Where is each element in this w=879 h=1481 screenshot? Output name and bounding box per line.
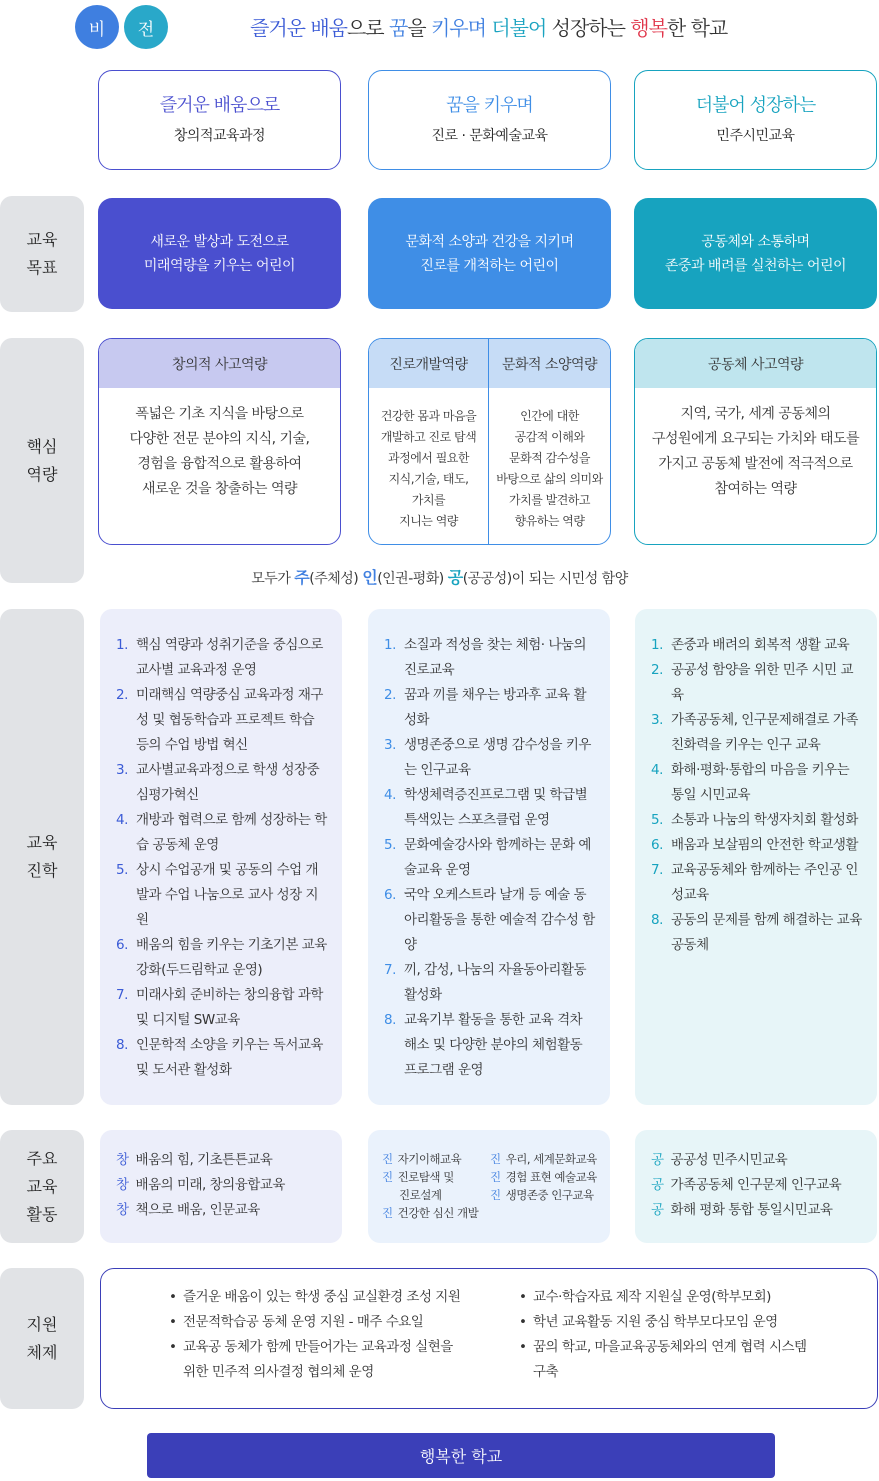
competency-career-culture bbox=[368, 338, 611, 545]
vision-badge-2: 전 bbox=[124, 5, 168, 49]
theme-career: 꿈을 키우며 진로 · 문화예술교육 bbox=[368, 70, 611, 170]
label-support-system: 지원 체제 bbox=[0, 1268, 84, 1409]
list-item: 진 경험 표현 예술교육 bbox=[490, 1170, 597, 1184]
list-item: 7. 교육공동체와 함께하는 주인공 인성교육 bbox=[651, 862, 858, 903]
philosophy-creative bbox=[100, 609, 342, 1105]
competency-head: 진로개발역량 bbox=[369, 339, 488, 388]
list-item: 1. 핵심 역량과 성취기준을 중심으로 교사별 교육과정 운영 bbox=[116, 637, 323, 678]
list-item: 8. 공동의 문제를 함께 해결하는 교육 공동체 bbox=[651, 912, 862, 953]
competency-body: 지역, 국가, 세계 공동체의 구성원에게 요구되는 가치와 태도를 가지고 공동체 발전에 적극적으로 참여하는 역량 bbox=[651, 406, 860, 497]
philosophy-career bbox=[368, 609, 610, 1105]
competency-head: 창의적 사고역량 bbox=[99, 339, 340, 388]
happy-school-banner: 행복한 학교 bbox=[147, 1433, 775, 1478]
competency-body: 폭넓은 기초 지식을 바탕으로 다양한 전문 분야의 지식, 기술, 경험을 융합적으로 활용하여 새로운 것을 창출하는 역량 bbox=[129, 406, 310, 497]
list-item: 3. 생명존중으로 생명 감수성을 키우는 인구교육 bbox=[384, 737, 591, 778]
list-item: 5. 문화예술강사와 함께하는 문화 예술교육 운영 bbox=[384, 837, 591, 878]
competency-community bbox=[634, 338, 877, 545]
philosophy-citizen bbox=[635, 609, 877, 1105]
label-education-goal: 교육 목표 bbox=[0, 196, 84, 312]
list-item: 공 공공성 민주시민교육 bbox=[651, 1152, 788, 1168]
theme-citizen: 더불어 성장하는 민주시민교육 bbox=[634, 70, 877, 170]
list-item: 7. 미래사회 준비하는 창의융합 과학 및 디지털 SW교육 bbox=[116, 987, 323, 1028]
list-item: 1. 존중과 배려의 회복적 생활 교육 bbox=[651, 637, 850, 653]
list-item: 1. 소질과 적성을 찾는 체험· 나눔의 진로교육 bbox=[384, 637, 586, 678]
list-item: 창 배움의 힘, 기초튼튼교육 bbox=[116, 1152, 273, 1168]
list-item: • 꿈의 학교, 마을교육공동체와의 연계 협력 시스템 구축 bbox=[519, 1339, 807, 1380]
list-item: 4. 학생체력증진프로그램 및 학급별 특색있는 스포츠클럽 운영 bbox=[384, 787, 588, 828]
list-item: • 전문적학습공 동체 운영 지원 - 매주 수요일 bbox=[169, 1314, 424, 1330]
list-item: 진 우리, 세계문화교육 bbox=[490, 1152, 597, 1166]
list-item: 진 생명존중 인구교육 bbox=[490, 1188, 594, 1202]
activities-creative bbox=[100, 1130, 342, 1243]
list-item: 5. 상시 수업공개 및 공동의 수업 개발과 수업 나눔으로 교사 성장 지원 bbox=[116, 862, 318, 928]
list-item: 6. 배움과 보살핌의 안전한 학교생활 bbox=[651, 837, 858, 853]
competency-body: 건강한 몸과 마음을 개발하고 진로 탐색 과정에서 필요한 지식,기술, 태도, 가치를 지니는 역량 bbox=[380, 409, 477, 528]
list-item: 진로설계 bbox=[399, 1188, 442, 1202]
list-item: 3. 가족공동체, 인구문제해결로 가족친화력을 키우는 인구 교육 bbox=[651, 712, 858, 753]
list-item: 2. 미래핵심 역량중심 교육과정 재구성 및 협동학습과 프로젝트 학습 등의 수업 방법 혁신 bbox=[116, 687, 323, 753]
label-core-competency: 핵심 역량 bbox=[0, 338, 84, 583]
goal-citizen: 공동체와 소통하며 존중과 배려를 실천하는 어린이 bbox=[634, 198, 877, 309]
list-item: • 학년 교육활동 지원 중심 학부모다모임 운영 bbox=[519, 1314, 778, 1330]
competency-head: 공동체 사고역량 bbox=[635, 339, 876, 388]
list-item: • 즐거운 배움이 있는 학생 중심 교실환경 조성 지원 bbox=[169, 1289, 461, 1305]
label-education-philosophy: 교육 진학 bbox=[0, 609, 84, 1105]
list-item: 2. 공공성 함양을 위한 민주 시민 교육 bbox=[651, 662, 853, 703]
competency-head: 문화적 소양역량 bbox=[489, 339, 610, 388]
theme-creative: 즐거운 배움으로 창의적교육과정 bbox=[98, 70, 341, 170]
list-item: 진 진로탐색 및 bbox=[382, 1170, 454, 1184]
vision-badge-1: 비 bbox=[75, 5, 119, 49]
list-item: • 교수·학습자료 제작 지원실 운영(학부모회) bbox=[519, 1289, 771, 1305]
list-item: 4. 화해·평화·통합의 마음을 키우는 통일 시민교육 bbox=[651, 762, 850, 803]
list-item: 공 가족공동체 인구문제 인구교육 bbox=[651, 1177, 842, 1193]
list-item: 4. 개방과 협력으로 함께 성장하는 학습 공동체 운영 bbox=[116, 812, 327, 853]
activities-career bbox=[368, 1130, 610, 1243]
goal-career: 문화적 소양과 건강을 지키며 진로를 개척하는 어린이 bbox=[368, 198, 611, 309]
list-item: 2. 꿈과 끼를 채우는 방과후 교육 활성화 bbox=[384, 687, 586, 728]
list-item: • 교육공 동체가 함께 만들어가는 교육과정 실현을 위한 민주적 의사결정 협의체 운영 bbox=[169, 1339, 453, 1380]
list-item: 창 책으로 배움, 인문교육 bbox=[116, 1202, 260, 1218]
list-item: 5. 소통과 나눔의 학생자치회 활성화 bbox=[651, 812, 858, 828]
list-item: 6. 국악 오케스트라 날개 등 예술 동아리활동을 통한 예술적 감수성 함양 bbox=[384, 887, 595, 953]
list-item: 진 건강한 심신 개발 bbox=[382, 1206, 479, 1220]
list-item: 6. 배움의 힘을 키우는 기초기본 교육강화(두드림학교 운영) bbox=[116, 937, 327, 978]
list-item: 8. 인문학적 소양을 키우는 독서교육 및 도서관 활성화 bbox=[116, 1037, 323, 1078]
list-item: 7. 끼, 감성, 나눔의 자율동아리활동 활성화 bbox=[384, 962, 586, 1003]
vision-statement: 즐거운 배움으로 꿈을 키우며 더불어 성장하는 행복한 학교 bbox=[250, 16, 728, 40]
list-item: 진 자기이해교육 bbox=[382, 1152, 462, 1166]
list-item: 공 화해 평화 통합 통일시민교육 bbox=[651, 1202, 833, 1218]
activities-citizen bbox=[635, 1130, 877, 1243]
list-item: 창 배움의 미래, 창의융합교육 bbox=[116, 1177, 285, 1193]
label-main-activities: 주요 교육 활동 bbox=[0, 1130, 84, 1243]
list-item: 3. 교사별교육과정으로 학생 성장중심평가혁신 bbox=[116, 762, 320, 803]
competency-creative-thinking bbox=[98, 338, 341, 545]
goal-creative: 새로운 발상과 도전으로 미래역량을 키우는 어린이 bbox=[98, 198, 341, 309]
list-item: 8. 교육기부 활동을 통한 교육 격차 해소 및 다양한 분야의 체험활동 프로그램 운영 bbox=[384, 1012, 583, 1078]
competency-body: 인간에 대한 공감적 이해와 문화적 감수성을 바탕으로 삶의 의미와 가치를 발견하고 향유하는 역량 bbox=[496, 409, 603, 528]
support-system-box bbox=[100, 1268, 878, 1409]
citizenship-motto: 모두가 주(주체성) 인(인권-평화) 공(공공성)이 되는 시민성 함양 bbox=[251, 568, 628, 587]
